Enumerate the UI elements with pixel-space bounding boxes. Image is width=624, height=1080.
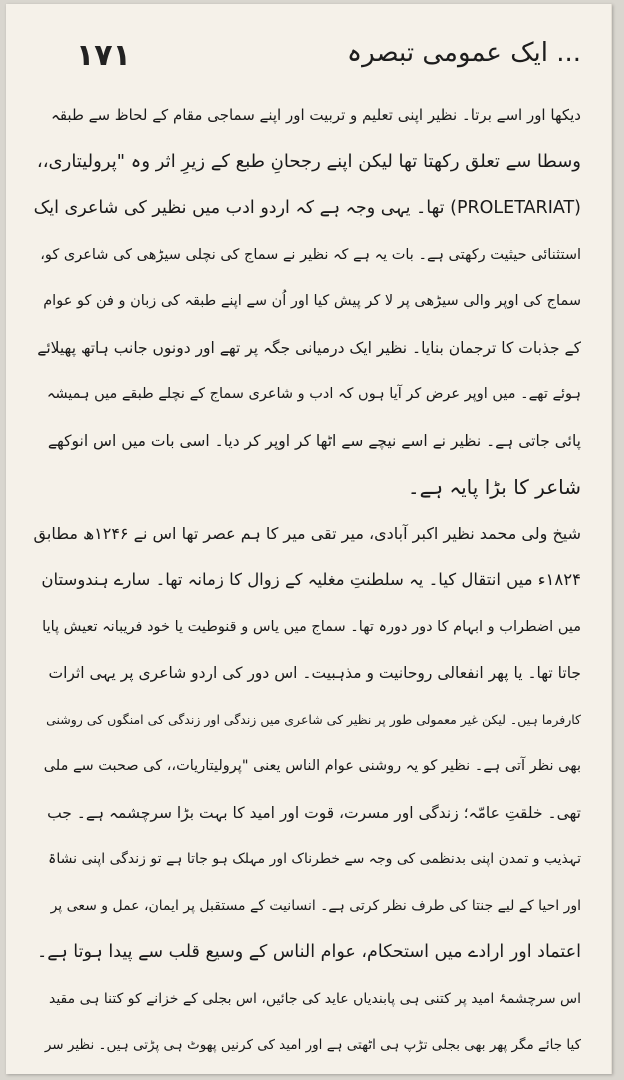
text-line: پائی جاتی ہے۔ نظیر نے اسے نیچے سے اٹھا کر اوپر کر دیا۔ اسی بات میں اس انوکھے xyxy=(47,431,581,450)
text-line: ہوئے تھے۔ میں اوپر عرض کر آیا ہوں کہ ادب و شاعری سماج کے نچلے طبقے میں ہمیشہ xyxy=(46,386,581,402)
text-line: وسطا سے تعلق رکھتا تھا لیکن اپنے رجحانِ طبع کے زیرِ اثر وہ "پرولیتاری،، xyxy=(36,150,581,172)
page-header xyxy=(6,34,611,82)
text-line: کے جذبات کا ترجمان بنایا۔ نظیر ایک درمیانی جگہ پر تھے اور دونوں جانب ہاتھ پھیلائے xyxy=(37,338,581,357)
text-line: ۱۸۲۴ء میں انتقال کیا۔ یہ سلطنتِ مغلیہ کے زوال کا زمانہ تھا۔ سارے ہندوستان xyxy=(41,570,581,589)
text-line: تھی۔ خلقتِ عامّہ؛ زندگی اور مسرت، قوت اور امید کا بہت بڑا سرچشمہ ہے۔ جب xyxy=(47,803,581,822)
text-line: شیخ ولی محمد نظیر اکبر آبادی، میر تقی میر کا ہم عصر تھا اس نے ۱۲۴۶ھ مطابق xyxy=(34,523,581,543)
text-line: اس سرچشمۂ امید پر کتنی ہی پابندیاں عاید کی جائیں، اس بجلی کے خزانے کو کتنا ہی مقید xyxy=(48,990,581,1007)
text-line: جاتا تھا۔ یا پھر انفعالی روحانیت و مذہبیت۔ اس دور کی اردو شاعری پر یہی اثرات xyxy=(48,664,581,682)
text-line: اعتماد اور ارادے میں استحکام، عوام الناس کے وسیع قلب سے پیدا ہوتا ہے۔ xyxy=(36,942,581,962)
text-line: تہذیب و تمدن اپنی بدنظمی کی وجہ سے خطرناک اور مہلک ہو جاتا ہے تو زندگی اپنی نشاۃ xyxy=(48,851,581,867)
body-text xyxy=(34,92,581,1053)
page-surface xyxy=(6,4,612,1074)
text-line: دیکھا اور اسے برتا۔ نظیر اپنی تعلیم و تربیت اور اپنے سماجی مقام کے لحاظ سے طبقہ xyxy=(51,106,581,124)
text-line: کارفرما ہیں۔ لیکن غیر معمولی طور پر نظیر کی شاعری میں زندگی اور زندگی کی امنگوں کی روشنی xyxy=(46,711,581,727)
text-line: میں اضطراب و ابہام کا دور دورہ تھا۔ سماج میں یاس و قنوطیت یا خود فریبانہ تعیش پایا xyxy=(42,618,581,635)
text-line: اور احیا کے لیے جنتا کی طرف نظر کرتی ہے۔ انسانیت کے مستقبل پر ایمان، عمل و سعی پر xyxy=(50,897,581,914)
text-line: (PROLETARIAT) تھا۔ یہی وجہ ہے کہ اردو ادب میں نظیر کی شاعری ایک xyxy=(34,198,581,218)
text-line: بھی نظر آتی ہے۔ نظیر کو یہ روشنی عوام الناس یعنی "پرولیتاریات،، کی صحبت سے ملی xyxy=(43,758,581,774)
text-line: کیا جائے مگر پھر بھی بجلی تڑپ ہی اٹھتی ہے اور امید کی کرنیں پھوٹ ہی پڑتی ہیں۔ نظیر سر xyxy=(44,1037,581,1053)
text-line: شاعر کا بڑا پایہ ہے۔ xyxy=(407,475,581,499)
text-line: سماج کی اوپر والی سیڑھی پر لا کر پیش کیا اور اُن سے اپنے طبقہ کی زبان و فن کو عوام xyxy=(43,293,581,309)
running-title: ... ایک عمومی تبصرہ xyxy=(346,38,581,68)
page-number: ۱۷۱ xyxy=(76,38,131,73)
text-line: استثنائی حیثیت رکھتی ہے۔ بات یہ ہے کہ نظیر نے سماج کی نچلی سیڑھی کی شاعری کو، xyxy=(40,246,581,263)
book-page xyxy=(6,4,612,1074)
